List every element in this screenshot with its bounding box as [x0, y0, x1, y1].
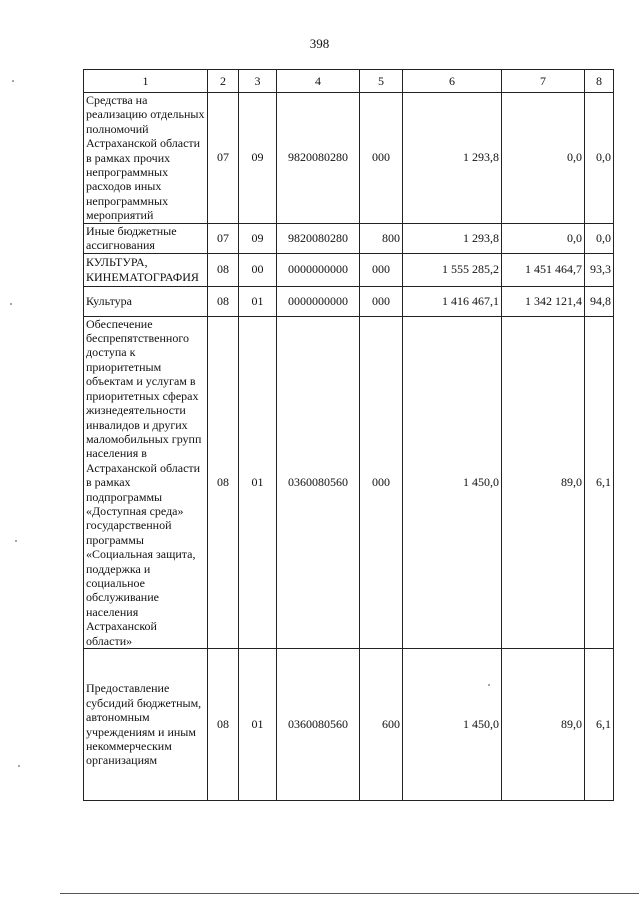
cell-target-article: 9820080280 [277, 93, 360, 224]
cell-expense-type: 000 [360, 316, 403, 648]
scan-speck [10, 303, 12, 305]
table-row [84, 649, 614, 801]
cell-plan: 1 293,8 [403, 93, 502, 224]
cell-actual: 0,0 [502, 223, 585, 253]
cell-section: 08 [208, 649, 239, 801]
cell-percent: 93,3 [585, 253, 614, 286]
cell-expense-type: 000 [360, 253, 403, 286]
cell-target-article: 9820080280 [277, 223, 360, 253]
cell-subsection: 01 [239, 316, 277, 648]
scan-speck [488, 684, 490, 686]
cell-subsection: 09 [239, 223, 277, 253]
row-name: Средства на реализацию отдельных полномочий Астраханской области в рамках прочих непрограммных расходов иных непрограммных мероприятий [84, 93, 208, 224]
cell-actual: 1 451 464,7 [502, 253, 585, 286]
cell-target-article: 0000000000 [277, 286, 360, 316]
row-name: Предоставление субсидий бюджетным, автономным учреждениям и иным некоммерческим организациям [84, 649, 208, 801]
cell-plan: 1 450,0 [403, 316, 502, 648]
row-name: Обеспечение беспрепятственного доступа к приоритетным объектам и услугам в приоритетных сферах жизнедеятельности инвалидов и других маломобильных групп населения в Астраханской области в рамках подпрограммы «Доступная среда» государственной программы «Социальная защита, поддержка и социальное обслуживание населения Астраханской области» [84, 316, 208, 648]
column-header: 7 [502, 70, 585, 93]
cell-percent: 0,0 [585, 223, 614, 253]
cell-subsection: 01 [239, 286, 277, 316]
cell-expense-type: 000 [360, 286, 403, 316]
cell-expense-type: 800 [360, 223, 403, 253]
bottom-rule [60, 893, 639, 894]
page-number: 398 [309, 36, 330, 51]
cell-actual: 89,0 [502, 316, 585, 648]
cell-actual: 89,0 [502, 649, 585, 801]
cell-percent: 6,1 [585, 649, 614, 801]
column-header: 3 [239, 70, 277, 93]
column-header: 8 [585, 70, 614, 93]
column-header: 5 [360, 70, 403, 93]
cell-plan: 1 450,0 [403, 649, 502, 801]
budget-table [83, 69, 614, 801]
scan-speck [12, 80, 14, 82]
cell-percent: 6,1 [585, 316, 614, 648]
table-row [84, 286, 614, 316]
cell-actual: 1 342 121,4 [502, 286, 585, 316]
table-header-row [84, 70, 614, 93]
cell-section: 08 [208, 316, 239, 648]
table-row [84, 223, 614, 253]
table-row [84, 253, 614, 286]
scan-speck [18, 765, 20, 767]
scan-speck [15, 540, 17, 542]
cell-actual: 0,0 [502, 93, 585, 224]
cell-subsection: 09 [239, 93, 277, 224]
cell-expense-type: 000 [360, 93, 403, 224]
cell-section: 07 [208, 93, 239, 224]
cell-section: 07 [208, 223, 239, 253]
cell-percent: 0,0 [585, 93, 614, 224]
cell-section: 08 [208, 286, 239, 316]
cell-subsection: 00 [239, 253, 277, 286]
cell-subsection: 01 [239, 649, 277, 801]
cell-plan: 1 293,8 [403, 223, 502, 253]
cell-plan: 1 555 285,2 [403, 253, 502, 286]
cell-expense-type: 600 [360, 649, 403, 801]
column-header: 1 [84, 70, 208, 93]
row-name: Иные бюджетные ассигнования [84, 223, 208, 253]
cell-section: 08 [208, 253, 239, 286]
column-header: 6 [403, 70, 502, 93]
column-header: 4 [277, 70, 360, 93]
table-row [84, 316, 614, 648]
cell-target-article: 0360080560 [277, 649, 360, 801]
cell-percent: 94,8 [585, 286, 614, 316]
table-row [84, 93, 614, 224]
row-name: КУЛЬТУРА, КИНЕМАТОГРАФИЯ [84, 253, 208, 286]
cell-target-article: 0000000000 [277, 253, 360, 286]
column-header: 2 [208, 70, 239, 93]
cell-target-article: 0360080560 [277, 316, 360, 648]
row-name: Культура [84, 286, 208, 316]
cell-plan: 1 416 467,1 [403, 286, 502, 316]
